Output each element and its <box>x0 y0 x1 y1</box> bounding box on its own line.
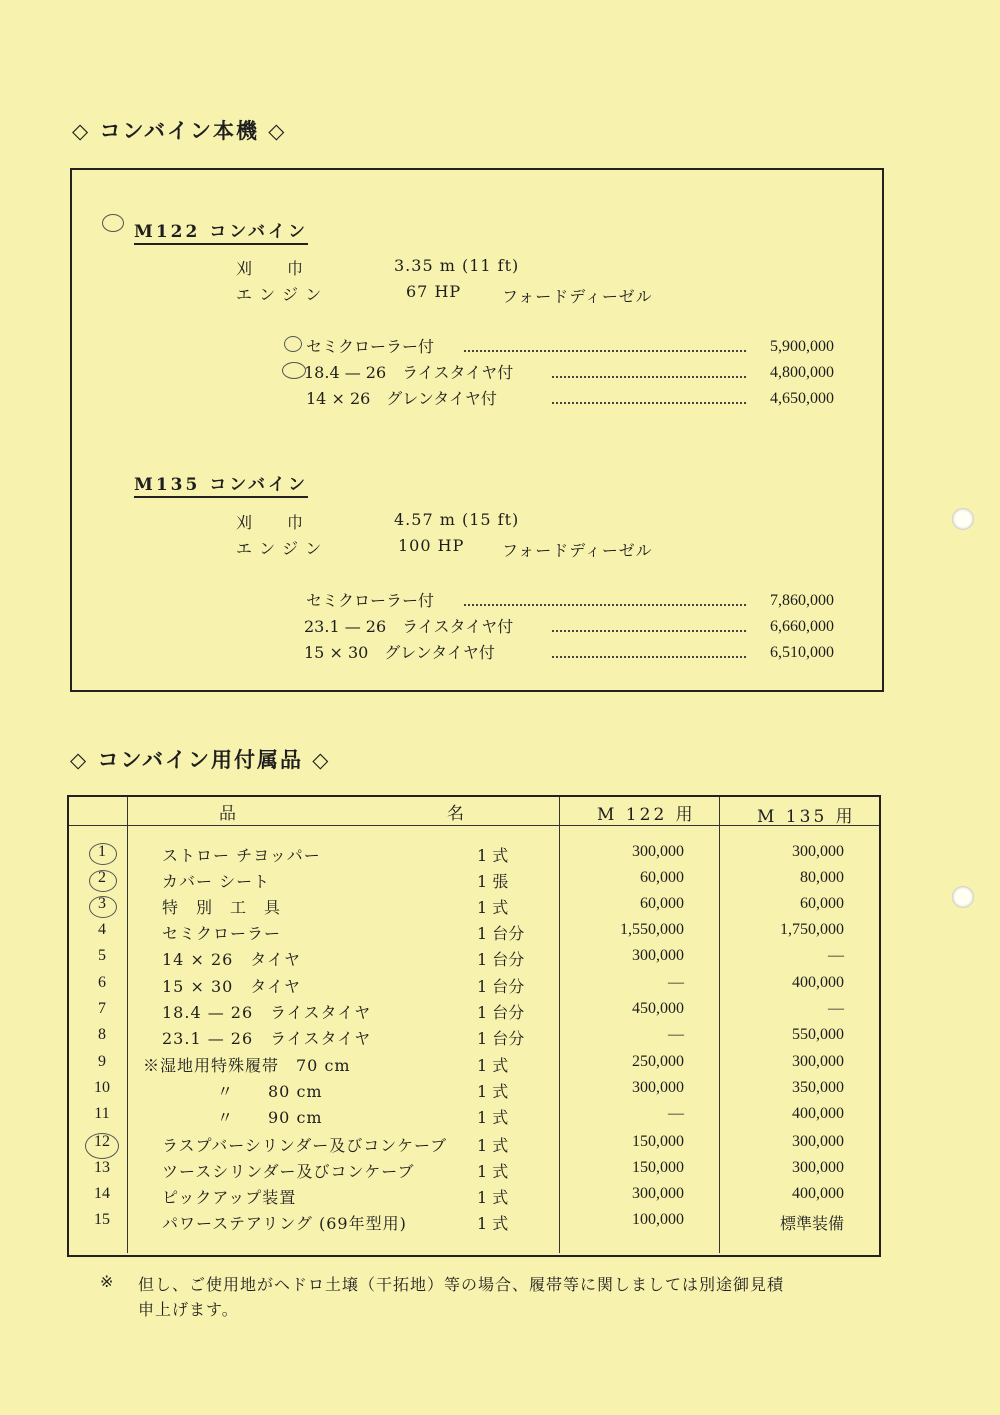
hand-circle-mark <box>282 362 306 379</box>
row-number: 5 <box>98 947 106 964</box>
row-unit: 1 式 <box>477 898 509 917</box>
m122-cut-label: 刈 巾 <box>236 259 305 278</box>
leader-dots <box>552 376 746 378</box>
row-m122-price: — <box>668 1105 684 1122</box>
m122-engine-maker: フォードディーゼル <box>502 287 653 306</box>
row-m122-price: 300,000 <box>632 1079 684 1096</box>
m135-option-label: セミクローラー付 <box>306 591 435 610</box>
row-m122-price: — <box>668 974 684 991</box>
leader-dots <box>464 350 746 352</box>
table-row <box>69 1000 879 1026</box>
row-m122-price: 300,000 <box>632 947 684 964</box>
header-m122: M 122 用 <box>597 805 696 825</box>
row-number: 7 <box>98 1000 106 1017</box>
row-m135-price: — <box>828 1000 844 1017</box>
m135-option-price: 6,660,000 <box>770 618 834 635</box>
m135-option-label: 15 × 30 グレンタイヤ付 <box>304 643 495 662</box>
row-number: 13 <box>94 1159 110 1176</box>
table-row <box>69 974 879 1000</box>
table-row <box>69 869 879 895</box>
m122-engine-label: エ ン ジ ン <box>236 285 323 304</box>
row-name: ツースシリンダー及びコンケーブ <box>162 1162 415 1181</box>
row-unit: 1 式 <box>477 1108 509 1127</box>
accessories-table <box>67 795 881 1257</box>
section-title-combine: ◇ コンバイン本機 ◇ <box>72 119 287 143</box>
row-unit: 1 台分 <box>477 950 525 969</box>
row-m135-price: 80,000 <box>800 869 844 886</box>
row-m122-price: 100,000 <box>632 1211 684 1228</box>
table-row <box>69 1079 879 1105</box>
row-m122-price: 60,000 <box>640 869 684 886</box>
row-m135-price: 350,000 <box>792 1079 844 1096</box>
row-name: カバー シート <box>162 872 271 891</box>
row-unit: 1 台分 <box>477 924 525 943</box>
row-unit: 1 式 <box>477 1056 509 1075</box>
m135-option-price: 6,510,000 <box>770 644 834 661</box>
row-name: ストロー チヨッパー <box>162 846 321 865</box>
header-hin: 品 <box>219 804 239 824</box>
row-unit: 1 式 <box>477 1082 509 1101</box>
section-title-accessories: ◇ コンバイン用付属品 ◇ <box>70 748 331 772</box>
binder-hole <box>952 886 974 908</box>
m135-cut-value: 4.57 m (15 ft) <box>394 510 520 529</box>
row-unit: 1 張 <box>477 872 509 891</box>
m122-option-label: 18.4 — 26 ライスタイヤ付 <box>304 363 514 382</box>
m122-option-price: 5,900,000 <box>770 338 834 355</box>
row-number: 15 <box>94 1211 110 1228</box>
row-number: 1 <box>98 843 106 860</box>
row-m135-price: 300,000 <box>792 1053 844 1070</box>
row-name: ラスプバーシリンダー及びコンケーブ <box>162 1136 448 1155</box>
row-number: 6 <box>98 974 106 991</box>
row-m135-price: 400,000 <box>792 1105 844 1122</box>
row-m122-price: 150,000 <box>632 1159 684 1176</box>
row-m135-price: 400,000 <box>792 1185 844 1202</box>
header-m135: M 135 用 <box>757 807 856 827</box>
table-row <box>69 1211 879 1237</box>
footnote-line-1: 但し、ご使用地がヘドロ土壌（干拓地）等の場合、履帯等に関しましては別途御見積 <box>138 1275 785 1294</box>
row-name: ※湿地用特殊履帯 70 cm <box>143 1056 351 1075</box>
row-unit: 1 台分 <box>477 977 525 996</box>
table-row <box>69 895 879 921</box>
m122-option-label: セミクローラー付 <box>306 337 435 356</box>
row-number: 11 <box>94 1105 110 1122</box>
m122-cut-value: 3.35 m (11 ft) <box>394 256 520 275</box>
table-row <box>69 1133 879 1159</box>
row-name: 〃 80 cm <box>217 1082 323 1101</box>
m135-cut-label: 刈 巾 <box>236 513 305 532</box>
m135-engine-label: エ ン ジ ン <box>236 539 323 558</box>
row-number: 8 <box>98 1026 106 1043</box>
header-mei: 名 <box>447 804 467 824</box>
row-name: 〃 90 cm <box>217 1108 323 1127</box>
m135-option-label: 23.1 — 26 ライスタイヤ付 <box>304 617 514 636</box>
table-row <box>69 947 879 973</box>
leader-dots <box>552 402 746 404</box>
hand-circle-mark <box>102 214 124 232</box>
row-name: パワーステアリング (69年型用) <box>162 1214 407 1233</box>
row-unit: 1 式 <box>477 1136 509 1155</box>
leader-dots <box>552 630 746 632</box>
m135-title: M135 コンバイン <box>134 470 308 498</box>
row-unit: 1 台分 <box>477 1003 525 1022</box>
row-number: 2 <box>98 869 106 886</box>
row-number: 14 <box>94 1185 110 1202</box>
row-name: ピックアップ装置 <box>162 1188 297 1207</box>
row-unit: 1 式 <box>477 1162 509 1181</box>
m122-option-label: 14 × 26 グレンタイヤ付 <box>306 389 497 408</box>
hand-circle-mark <box>284 336 302 352</box>
row-m122-price: 60,000 <box>640 895 684 912</box>
row-m122-price: — <box>668 1026 684 1043</box>
row-name: 23.1 — 26 ライスタイヤ <box>162 1029 372 1048</box>
row-m122-price: 300,000 <box>632 1185 684 1202</box>
table-row <box>69 921 879 947</box>
table-row <box>69 1053 879 1079</box>
binder-hole <box>952 508 974 530</box>
row-number: 3 <box>98 895 106 912</box>
footnote-line-2: 申上げます。 <box>138 1300 239 1319</box>
row-m135-price: — <box>828 947 844 964</box>
m135-engine-maker: フォードディーゼル <box>502 541 653 560</box>
row-number: 12 <box>94 1133 110 1150</box>
leader-dots <box>464 604 746 606</box>
table-row <box>69 1185 879 1211</box>
m122-engine-value: 67 HP <box>406 282 462 301</box>
table-row <box>69 1159 879 1185</box>
table-row <box>69 843 879 869</box>
m122-option-price: 4,800,000 <box>770 364 834 381</box>
row-m122-price: 250,000 <box>632 1053 684 1070</box>
row-unit: 1 式 <box>477 1214 509 1233</box>
row-number: 9 <box>98 1053 106 1070</box>
row-m135-price: 300,000 <box>792 843 844 860</box>
row-m122-price: 300,000 <box>632 843 684 860</box>
row-unit: 1 式 <box>477 846 509 865</box>
row-m135-price: 1,750,000 <box>780 921 844 938</box>
row-unit: 1 台分 <box>477 1029 525 1048</box>
row-name: 18.4 — 26 ライスタイヤ <box>162 1003 372 1022</box>
row-m135-price: 300,000 <box>792 1133 844 1150</box>
row-number: 4 <box>98 921 106 938</box>
row-m135-price: 550,000 <box>792 1026 844 1043</box>
row-m135-price: 標準装備 <box>779 1216 844 1233</box>
leader-dots <box>552 656 746 658</box>
m135-engine-value: 100 HP <box>398 536 465 555</box>
row-name: 特 別 工 具 <box>162 898 282 917</box>
row-m122-price: 1,550,000 <box>620 921 684 938</box>
m135-option-price: 7,860,000 <box>770 592 834 609</box>
row-m122-price: 450,000 <box>632 1000 684 1017</box>
table-row <box>69 1105 879 1131</box>
row-name: セミクローラー <box>162 924 282 943</box>
row-m135-price: 60,000 <box>800 895 844 912</box>
row-unit: 1 式 <box>477 1188 509 1207</box>
row-number: 10 <box>94 1079 110 1096</box>
row-m122-price: 150,000 <box>632 1133 684 1150</box>
footnote-mark: ※ <box>100 1272 115 1291</box>
row-name: 14 × 26 タイヤ <box>162 950 301 969</box>
m122-title: M122 コンバイン <box>134 217 308 245</box>
m122-option-price: 4,650,000 <box>770 390 834 407</box>
table-row <box>69 1026 879 1052</box>
row-name: 15 × 30 タイヤ <box>162 977 301 996</box>
row-m135-price: 400,000 <box>792 974 844 991</box>
row-m135-price: 300,000 <box>792 1159 844 1176</box>
combine-models-box <box>70 168 884 692</box>
